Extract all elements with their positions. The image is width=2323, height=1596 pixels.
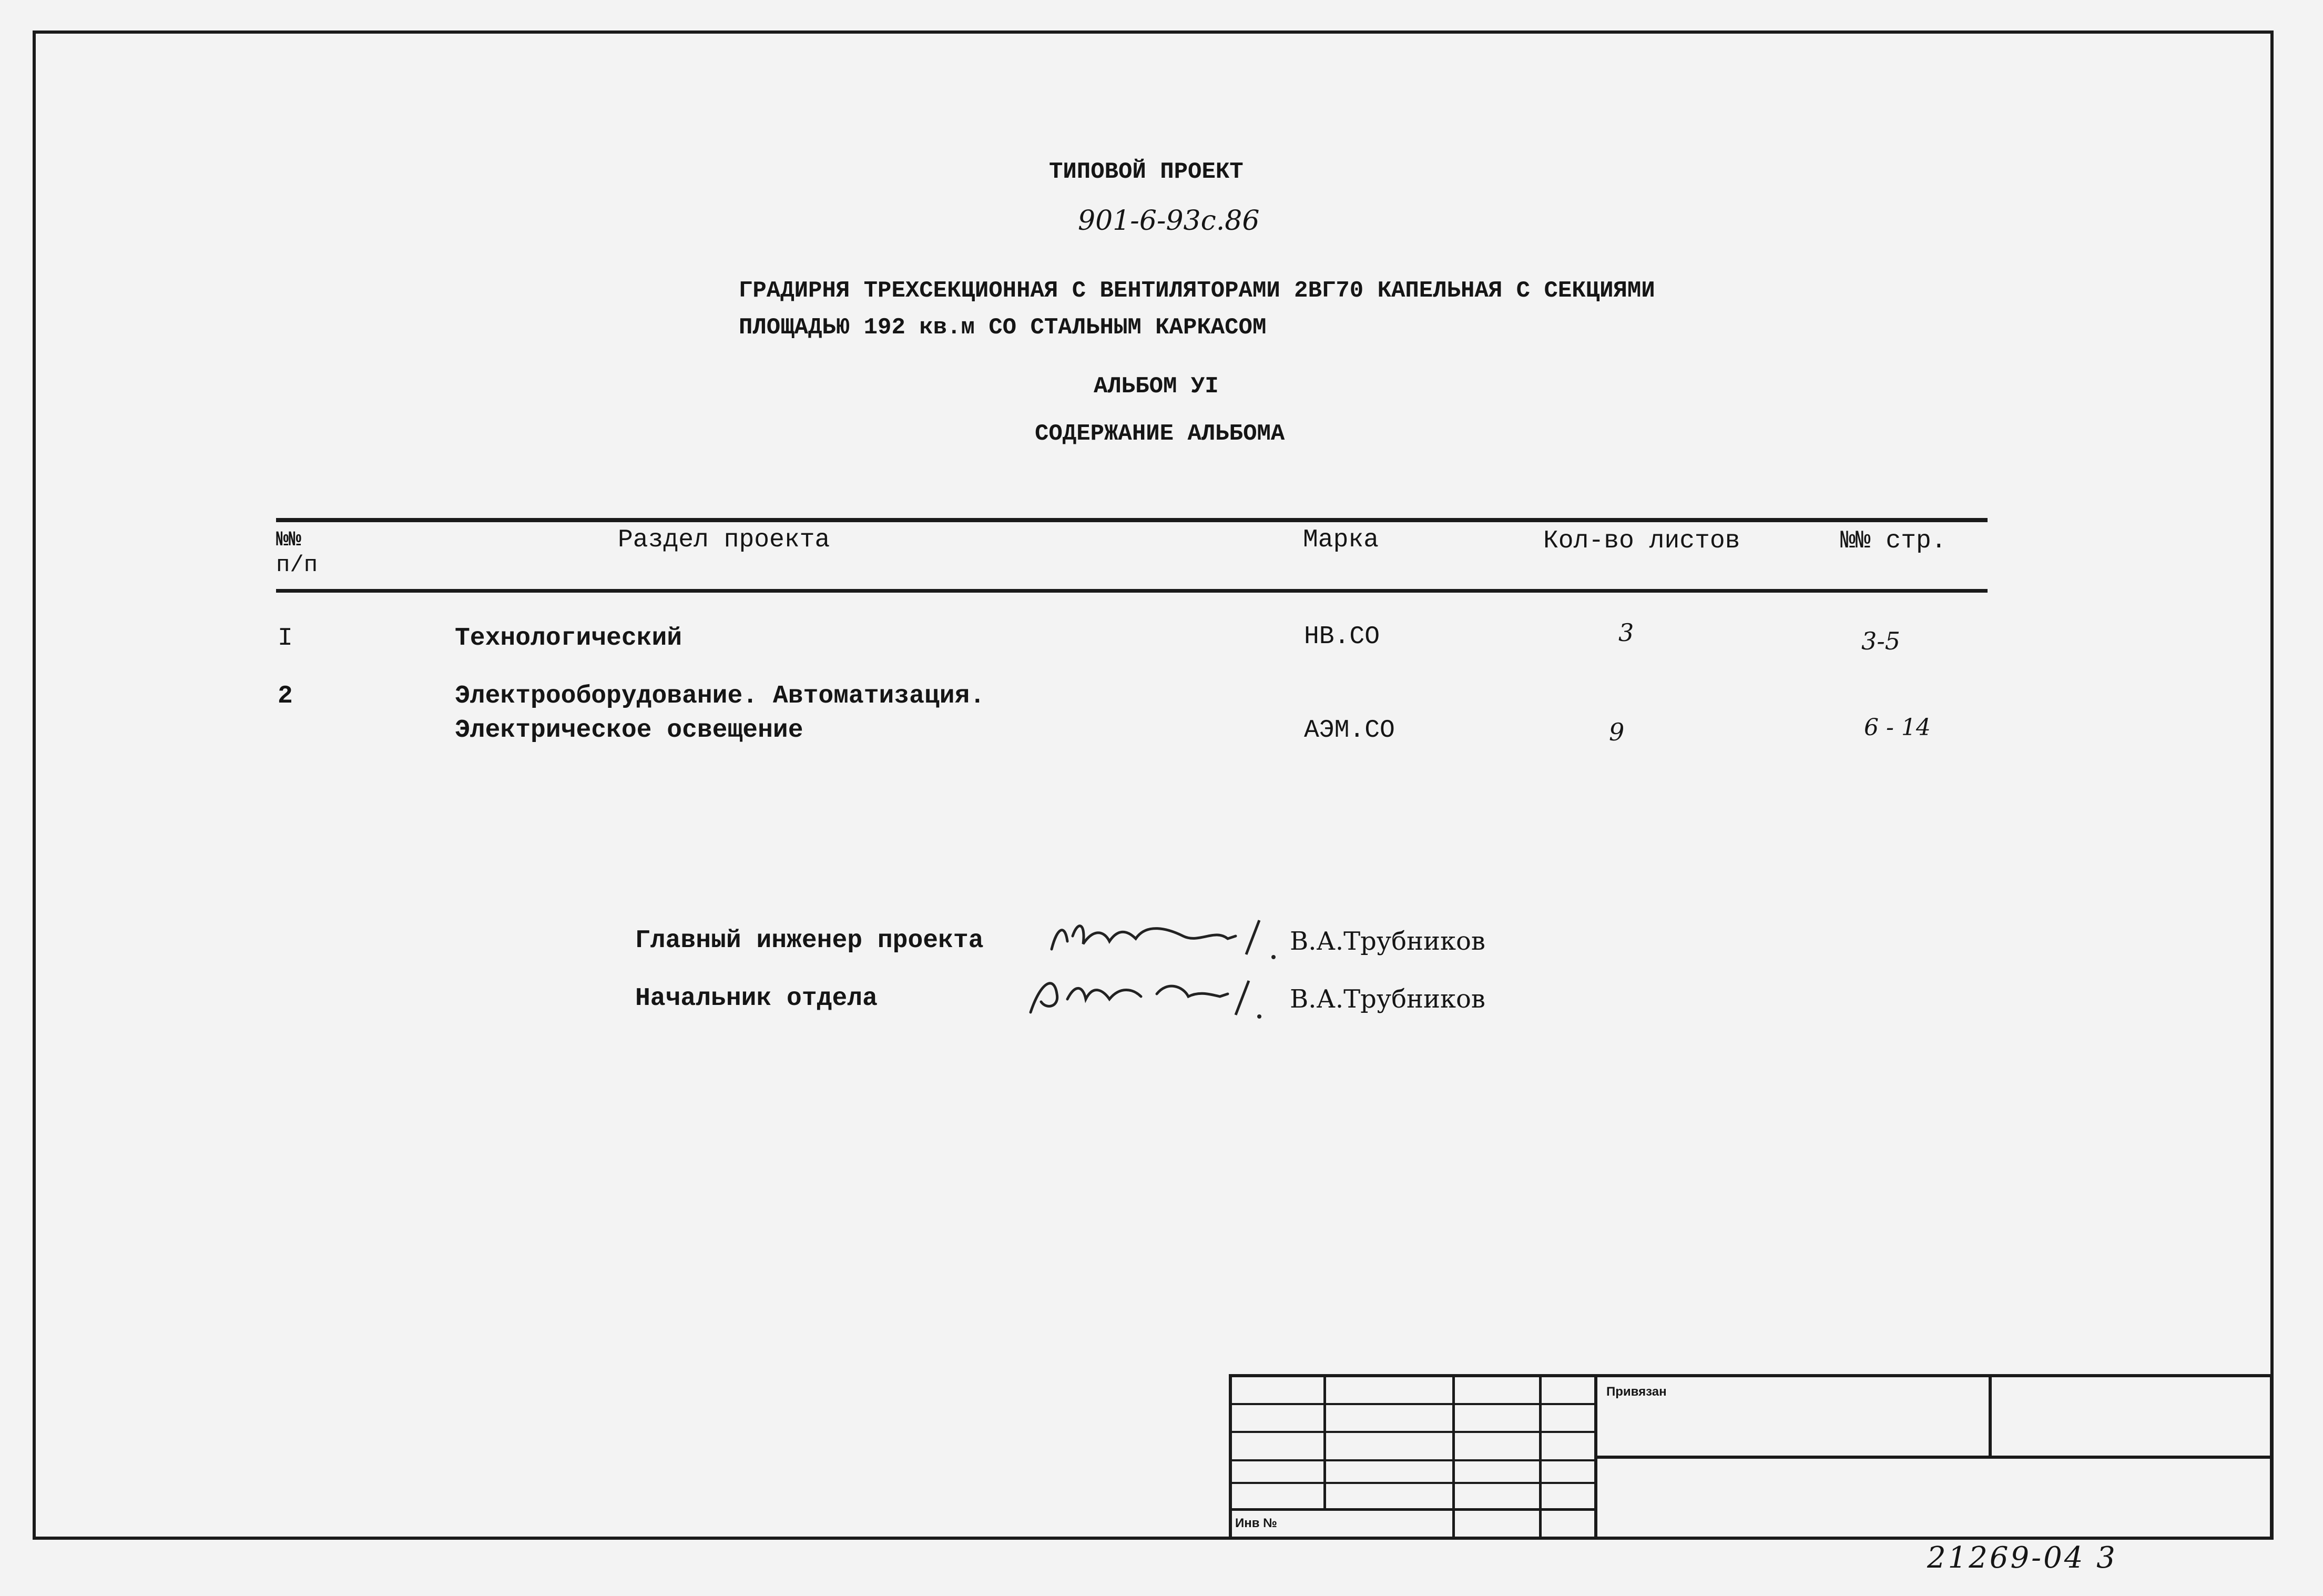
- drawing-frame: [33, 31, 2274, 1540]
- album-contents-heading: СОДЕРЖАНИЕ АЛЬБОМА: [1035, 421, 1285, 447]
- col-header-mark: Марка: [1303, 526, 1379, 554]
- signature-role-dept-head: Начальник отдела: [635, 984, 878, 1013]
- table-row-2-section-line2: Электрическое освещение: [455, 716, 803, 745]
- table-row-2-num: 2: [278, 682, 293, 710]
- table-row-1-pages: 3-5: [1861, 627, 1901, 655]
- col-header-pages: №№ стр.: [1840, 527, 1947, 555]
- project-code: 901-6-93с.86: [1078, 205, 1260, 237]
- table-row-2-pages: 6 - 14: [1864, 714, 1931, 741]
- table-row-1-num: I: [278, 624, 293, 653]
- signature-name-2: В.А.Трубников: [1290, 984, 1485, 1014]
- table-row-2-section-line1: Электрооборудование. Автоматизация.: [455, 682, 985, 710]
- col-header-sheets: Кол-во листов: [1543, 527, 1740, 555]
- album-number: АЛЬБОМ УI: [1094, 373, 1219, 400]
- col-header-num-line2: п/п: [276, 552, 318, 578]
- sheet-footer-number: 21269-04 3: [1927, 1541, 2117, 1575]
- table-top-rule: [276, 518, 1988, 522]
- table-row-2-mark: АЭМ.СО: [1304, 716, 1395, 745]
- table-row-1-sheets: 3: [1618, 618, 1634, 647]
- signature-role-chief-engineer: Главный инженер проекта: [635, 927, 984, 955]
- stamp-privyazan-label: Привязан: [1606, 1385, 1667, 1399]
- stamp-inv-label: Инв №: [1235, 1516, 1277, 1530]
- title-block: [1229, 1374, 2274, 1540]
- project-title-line1: ГРАДИРНЯ ТРЕХСЕКЦИОННАЯ С ВЕНТИЛЯТОРАМИ 2ВГ70 КАПЕЛЬНАЯ С СЕКЦИЯМИ: [739, 278, 1655, 304]
- handwritten-signature-2: [1025, 970, 1278, 1020]
- col-header-section: Раздел проекта: [618, 526, 830, 554]
- project-type-heading: ТИПОВОЙ ПРОЕКТ: [1049, 159, 1244, 185]
- table-row-1-mark: НВ.СО: [1304, 623, 1380, 651]
- table-row-1-section: Технологический: [455, 624, 682, 653]
- handwritten-signature-1: [1046, 912, 1293, 960]
- table-row-2-sheets: 9: [1609, 718, 1625, 746]
- table-header-rule: [276, 589, 1988, 593]
- project-title-line2: ПЛОЩАДЬЮ 192 кв.м СО СТАЛЬНЫМ КАРКАСОМ: [739, 314, 1267, 341]
- col-header-num-line1: №№: [276, 528, 302, 552]
- signature-name-1: В.А.Трубников: [1290, 927, 1485, 956]
